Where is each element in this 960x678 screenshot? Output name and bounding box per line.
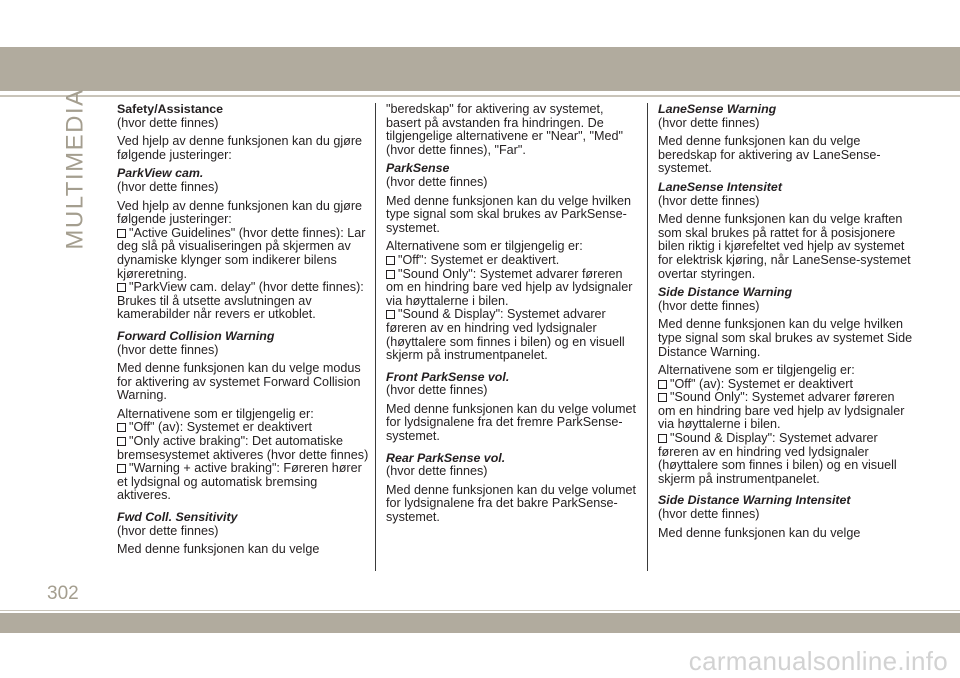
section-title: Fwd Coll. Sensitivity: [117, 510, 238, 525]
section-text: Med denne funksjonen kan du velge volumet for lydsignalene fra det fremre ParkSense-systemet.: [386, 401, 636, 444]
footer-rule: [0, 610, 960, 611]
section-title: ParkView cam.: [117, 166, 204, 181]
header-band: [0, 47, 960, 91]
checkbox-bullet-icon: [117, 437, 126, 446]
section-note: (hvor dette finnes): [658, 298, 760, 313]
list-item: "ParkView cam. delay" (hvor dette finnes): Brukes til å utsette avslutningen av kamerabilder når revers er utkoblet.: [117, 280, 364, 322]
checkbox-bullet-icon: [117, 464, 126, 473]
chapter-tab-label: MULTIMEDIA: [62, 88, 90, 250]
checkbox-bullet-icon: [658, 393, 667, 402]
header-rule: [0, 95, 960, 97]
section-title: Side Distance Warning: [658, 285, 793, 300]
section-note: (hvor dette finnes): [117, 523, 219, 538]
checkbox-bullet-icon: [117, 423, 126, 432]
section-note: (hvor dette finnes): [658, 507, 760, 522]
section-note: (hvor dette finnes): [117, 342, 219, 357]
list-item: "Only active braking": Det automatiske bremsesystemet aktiveres (hvor dette finnes): [117, 434, 369, 462]
column-divider: [647, 103, 648, 571]
list-item: "Active Guidelines" (hvor dette finnes): Lar deg slå på visualiseringen på skjermen av dynamiske klynger som indikerer bilens kjøreretning.: [117, 225, 366, 281]
list-item: "Sound Only": Systemet advarer føreren om en hindring bare ved hjelp av lydsignaler via høyttalerne i bilen.: [658, 390, 905, 432]
section-text: Med denne funksjonen kan du velge hvilken type signal som skal brukes av systemet Side Distance Warning.: [658, 317, 913, 359]
section-text: Med denne funksjonen kan du velge beredskap for aktivering av LaneSense-systemet.: [658, 134, 881, 176]
section-note: (hvor dette finnes): [386, 174, 488, 189]
section-alternatives: Alternativene som er tilgjengelig er:: [658, 363, 855, 378]
section-text: Med denne funksjonen kan du velge: [117, 542, 320, 557]
list-item: "Sound Only": Systemet advarer føreren om en hindring bare ved hjelp av lydsignaler via høyttalerne i bilen.: [386, 266, 633, 308]
list-item: "Off" (av): Systemet er deaktivert: [658, 378, 913, 392]
text-column-2: [386, 103, 641, 530]
section-forward-collision-warning: [117, 330, 372, 503]
section-note: (hvor dette finnes): [117, 115, 219, 130]
section-lanesense-intensitet: [658, 181, 913, 281]
section-note: (hvor dette finnes): [386, 464, 488, 479]
chapter-tab: [58, 88, 94, 250]
text-column-1: [117, 103, 372, 562]
section-note: (hvor dette finnes): [658, 115, 760, 130]
section-text: Med denne funksjonen kan du velge kraften som skal brukes på rattet for å posisjonere bilen riktig i kjørefeltet ved hjelp av systemet for elektrisk kjøring, når LaneSense-systemet overtar styringen.: [658, 212, 911, 281]
section-front-parksense-vol: [386, 371, 641, 444]
list-item: "Warning + active braking": Føreren hører et lydsignal og automatisk bremsing aktiveres.: [117, 461, 362, 503]
section-side-distance-warning-intensitet: [658, 494, 913, 540]
section-lanesense-warning: [658, 103, 913, 176]
list-item: "Off" (av): Systemet er deaktivert: [117, 421, 372, 435]
section-note: (hvor dette finnes): [117, 179, 219, 194]
section-alternatives: Alternativene som er tilgjengelig er:: [386, 239, 583, 254]
section-text: Med denne funksjonen kan du velge hvilken type signal som skal brukes av ParkSense-systemet.: [386, 193, 632, 235]
list-item: "Sound & Display": Systemet advarer føreren av en hindring ved lydsignaler (høyttalere som finnes i bilen) og en visuell skjerm på instrumentpanelet.: [658, 431, 897, 486]
checkbox-bullet-icon: [386, 270, 395, 279]
text-column-3: [658, 103, 913, 545]
page-number: 302: [47, 583, 79, 604]
section-text: Med denne funksjonen kan du velge volumet for lydsignalene fra det bakre ParkSense-systemet.: [386, 482, 636, 525]
section-parksense: [386, 162, 641, 362]
section-title: ParkSense: [386, 161, 450, 176]
footer-band: [0, 613, 960, 633]
column-divider: [375, 103, 376, 571]
list-item: "Off": Systemet er deaktivert.: [386, 254, 641, 268]
section-text: Med denne funksjonen kan du velge modus for aktivering av systemet Forward Collision Warning.: [117, 361, 361, 403]
section-parkview-cam: [117, 167, 372, 322]
section-rear-parksense-vol: [386, 452, 641, 525]
section-side-distance-warning: [658, 286, 913, 486]
section-title: Front ParkSense vol.: [386, 369, 510, 384]
section-title: Rear ParkSense vol.: [386, 450, 506, 465]
continued-text: "beredskap" for aktivering av systemet, basert på avstanden fra hindringen. De tilgjengelige alternativene er "Near", "Med" (hvor dette finnes), "Far".: [386, 102, 623, 157]
section-text: Ved hjelp av denne funksjonen kan du gjøre følgende justeringer:: [117, 198, 363, 227]
checkbox-bullet-icon: [386, 310, 395, 319]
section-note: (hvor dette finnes): [386, 383, 488, 398]
section-text: Med denne funksjonen kan du velge: [658, 525, 861, 540]
section-note: (hvor dette finnes): [658, 193, 760, 208]
section-text: Ved hjelp av denne funksjonen kan du gjøre følgende justeringer:: [117, 134, 363, 162]
list-item: "Sound & Display": Systemet advarer føreren av en hindring ved lydsignaler (høyttalere som finnes i bilen) og en visuell skjerm på instrumentpanelet.: [386, 307, 625, 363]
section-title: LaneSense Warning: [658, 102, 777, 116]
section-title: Side Distance Warning Intensitet: [658, 493, 851, 508]
section-safety-assistance: [117, 103, 372, 162]
section-title: Safety/Assistance: [117, 102, 224, 116]
section-title: LaneSense Intensitet: [658, 179, 782, 194]
watermark: carmanualsonline.info: [688, 646, 948, 676]
section-title: Forward Collision Warning: [117, 328, 275, 343]
section-alternatives: Alternativene som er tilgjengelig er:: [117, 406, 314, 421]
checkbox-bullet-icon: [658, 434, 667, 443]
checkbox-bullet-icon: [117, 229, 126, 238]
checkbox-bullet-icon: [658, 380, 667, 389]
checkbox-bullet-icon: [117, 283, 126, 292]
checkbox-bullet-icon: [386, 256, 395, 265]
section-fwd-coll-sensitivity: [117, 511, 372, 557]
